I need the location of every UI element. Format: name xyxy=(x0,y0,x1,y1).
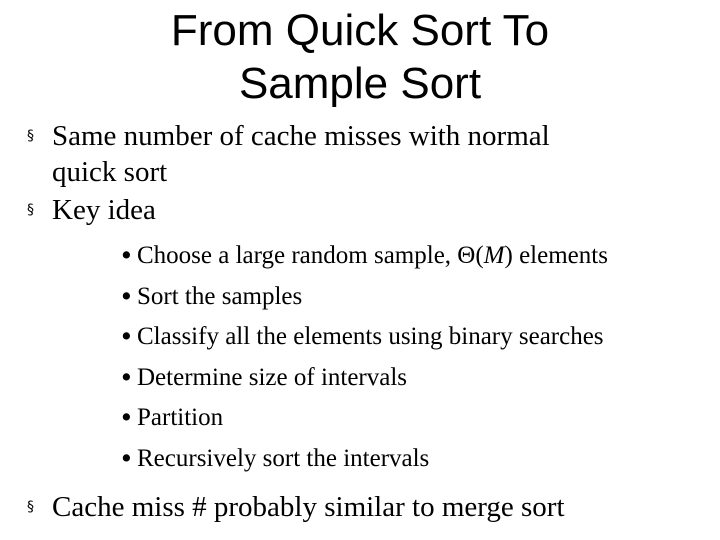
section-bullet-icon: § xyxy=(27,499,34,515)
dot-bullet-icon: • xyxy=(119,322,134,351)
bullet-text: Cache miss # probably similar to merge sort xyxy=(52,491,565,523)
sub-bullet-text: Recursively sort the intervals xyxy=(137,444,430,472)
sub-bullet-text-after: ) elements xyxy=(504,242,608,269)
dot-bullet-icon: • xyxy=(119,443,134,473)
bullet-text-line-2: quick sort xyxy=(52,156,168,188)
sub-bullet-item xyxy=(52,317,720,358)
math-variable: M xyxy=(483,242,505,269)
sub-bullet-text-before: Choose a large random sample, Θ( xyxy=(137,242,484,269)
bullet-item-key-idea xyxy=(0,192,720,479)
sub-bullet-text: Partition xyxy=(137,404,224,431)
sub-bullet-item xyxy=(52,358,720,399)
section-bullet-icon: § xyxy=(27,128,34,144)
sub-bullet-item xyxy=(52,236,720,277)
sub-bullet-text: Classify all the elements using binary searches xyxy=(137,323,604,350)
dot-bullet-icon: • xyxy=(119,403,134,432)
section-bullet-icon: § xyxy=(27,202,34,218)
slide-title-line-2: Sample Sort xyxy=(238,59,482,108)
bullet-text: Key idea xyxy=(52,194,156,226)
bullet-item-cache-miss-count xyxy=(0,489,720,525)
dot-bullet-icon: • xyxy=(119,362,134,392)
dot-bullet-icon: • xyxy=(119,241,134,270)
sub-bullet-item xyxy=(52,277,720,318)
bullet-item-cache-misses xyxy=(0,118,720,190)
dot-bullet-icon: • xyxy=(119,281,134,311)
sub-bullet-text: Determine size of intervals xyxy=(137,363,408,391)
slide-title xyxy=(60,4,660,110)
sub-bullet-item xyxy=(52,439,720,480)
sub-bullet-text: Sort the samples xyxy=(137,282,303,310)
bullet-text-line-1: Same number of cache misses with normal xyxy=(52,120,550,152)
slide-title-line-1: From Quick Sort To xyxy=(170,6,550,55)
sub-bullet-item xyxy=(52,398,720,439)
bullet-list xyxy=(0,118,720,525)
sub-bullet-list xyxy=(52,236,720,479)
